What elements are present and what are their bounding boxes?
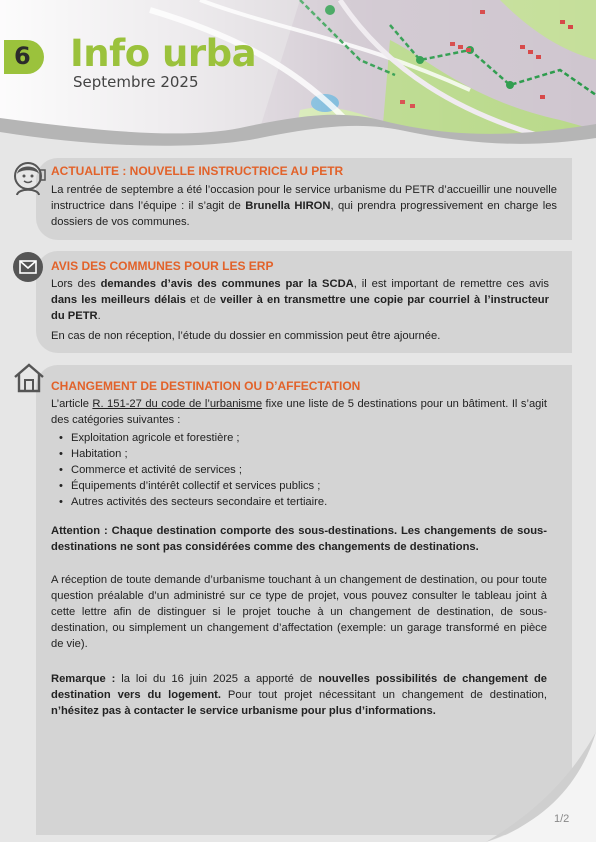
newsletter-date: Septembre 2025 [73,73,199,91]
page-curl-decoration [486,732,596,842]
section-text: Lors des demandes d’avis des communes par la SCDA, il est important de remettre ces avis dans les meilleurs délais et de veiller à en transmettre une copie par courriel à l’instructeur du PETR. [51,278,550,322]
section-title: AVIS DES COMMUNES POUR LES ERP [51,259,274,273]
newsletter-title: Info urba [70,32,257,75]
section-text: L’article R. 151-27 du code de l’urbanisme fixe une liste de 5 destinations pour un bâtiment. Il s’agit des catégories suivantes : [51,398,547,426]
page-number: 1/2 [554,813,570,825]
code-article-link[interactable]: R. 151-27 du code de l’urbanisme [92,398,263,410]
destination-list [57,430,327,510]
house-icon [12,362,46,394]
list-item: • Commerce et activité de services ; [57,462,327,478]
section-title: CHANGEMENT DE DESTINATION OU D’AFFECTATION [51,379,361,393]
remark-note: Remarque : la loi du 16 juin 2025 a apporté de nouvelles possibilités de changement de destination vers du logement. Pour tout projet nécessitant un changement de destination, n’hésitez pas à contacter le service urbanisme pour plus d’informations. [51,673,548,717]
list-item: • Autres activités des secteurs secondaire et tertiaire. [57,494,327,510]
section-text: A réception de toute demande d’urbanisme touchant à un changement de destination, ou pour toute question préalable d’un administré sur ce type de projet, vous pouvez consulter le tableau joint à cette lettre afin de distinguer si le projet touche à un changement de destination, de sous-destination, ou simplement un changement d’affectation (exemple: un garage transformé en pièce de vie). [51,574,547,650]
attention-note: Attention : Chaque destination comporte des sous-destinations. Les changements de sous-destinations ne sont pas considérées comme des changements de destinations. [51,525,547,553]
envelope-icon [12,251,44,283]
section-title: ACTUALITE : NOUVELLE INSTRUCTRICE AU PETR [51,164,344,178]
list-item: • Habitation ; [57,446,327,462]
header-banner [0,0,596,160]
section-text: En cas de non réception, l’étude du dossier en commission peut être ajournée. [51,330,441,342]
list-item: • Exploitation agricole et forestière ; [57,430,327,446]
list-item: • Équipements d’intérêt collectif et services publics ; [57,478,327,494]
issue-number: 6 [14,42,31,70]
section-text: La rentrée de septembre a été l’occasion pour le service urbanisme du PETR d’accueillir une nouvelle instructrice dans l’équipe : il s’agit de Brunella HIRON, qui prendra progressivement en charge les dossiers de vos communes. [51,184,558,228]
woman-avatar-icon [12,160,48,196]
